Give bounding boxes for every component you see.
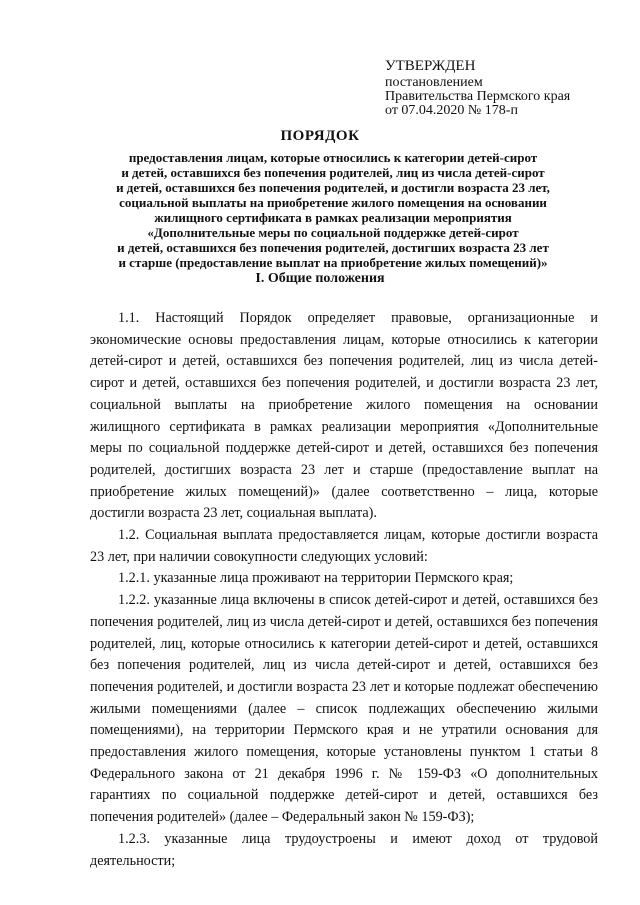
paragraph: 1.2.3. указанные лица трудоустроены и имеют доход от трудовой деятельности; (90, 830, 598, 869)
subtitle-line: и детей, оставшихся без попечения родителей, достигших возраста 23 лет (117, 240, 549, 255)
document-body (90, 308, 598, 872)
subtitle-line: и старше (предоставление выплат на приобретение жилых помещений)» (118, 255, 548, 270)
approval-heading: УТВЕРЖДЕН (385, 58, 476, 74)
paragraph: 1.2.2. указанные лица включены в список детей-сирот и детей, оставшихся без попечения родителей, лиц из числа детей-сирот и детей, оставшихся без попечения родителей, лиц, которые относились к категории детей-сирот и детей, оставшихся без попечения родителей, лиц из числа детей-сирот и детей, оставшихся без попечения родителей, и достигли возраста 23 лет и которые подлежат обеспечению жилыми помещениями (далее – список подлежащих обеспечению жилыми помещениями), на территории Пермского края и не утратили основания для предоставления жилого помещения, которые установлены пунктом 1 статьи 8 Федерального закона от 21 декабря 1996 г. № 159-ФЗ «О дополнительных гарантиях по социальной поддержке детей-сирот и детей, оставшихся без попечения родителей» (далее – Федеральный закон № 159-ФЗ); (90, 592, 598, 826)
section-heading: I. Общие положения (255, 271, 385, 286)
subtitle-line: «Дополнительные меры по социальной поддержке детей-сирот (147, 225, 519, 240)
paragraph: 1.2.1. указанные лица проживают на территории Пермского края; (118, 570, 514, 587)
approval-line: постановлением (385, 75, 483, 90)
approval-line: от 07.04.2020 № 178-п (385, 103, 518, 118)
paragraph: 1.1. Настоящий Порядок определяет правовые, организационные и экономические основы предоставления лицам, которые относились к категории детей-сирот и детей, оставшихся без попечения родителей, лиц из числа детей-сирот и детей, оставшихся без попечения родителей, и достигли возраста 23 лет, социальной выплаты на приобретение жилого помещения на основании жилищного сертификата в рамках реализации мероприятия «Дополнительные меры по социальной поддержке детей-сирот и детей, оставшихся без попечения родителей, достигших возраста 23 лет и старше (предоставление выплат на приобретение жилых помещений)» (далее соответственно – лица, которые достигли возраста 23 лет, социальная выплата). (90, 310, 598, 522)
document-title: ПОРЯДОК (280, 128, 360, 144)
approval-stamp (385, 58, 635, 118)
subtitle-line: предоставления лицам, которые относились к категории детей-сирот (128, 150, 538, 165)
subtitle-line: и детей, оставшихся без попечения родителей, и достигли возраста 23 лет, (116, 180, 550, 195)
subtitle-line: и детей, оставшихся без попечения родителей, лиц из числа детей-сирот (121, 165, 545, 180)
document-subtitle (68, 150, 598, 270)
subtitle-line: жилищного сертификата в рамках реализации мероприятия (154, 210, 512, 225)
subtitle-line: социальной выплаты на приобретение жилого помещения на основании (119, 195, 547, 210)
paragraph: 1.2. Социальная выплата предоставляется лицам, которые достигли возраста 23 лет, при наличии совокупности следующих условий: (90, 527, 598, 565)
approval-line: Правительства Пермского края (385, 89, 571, 104)
